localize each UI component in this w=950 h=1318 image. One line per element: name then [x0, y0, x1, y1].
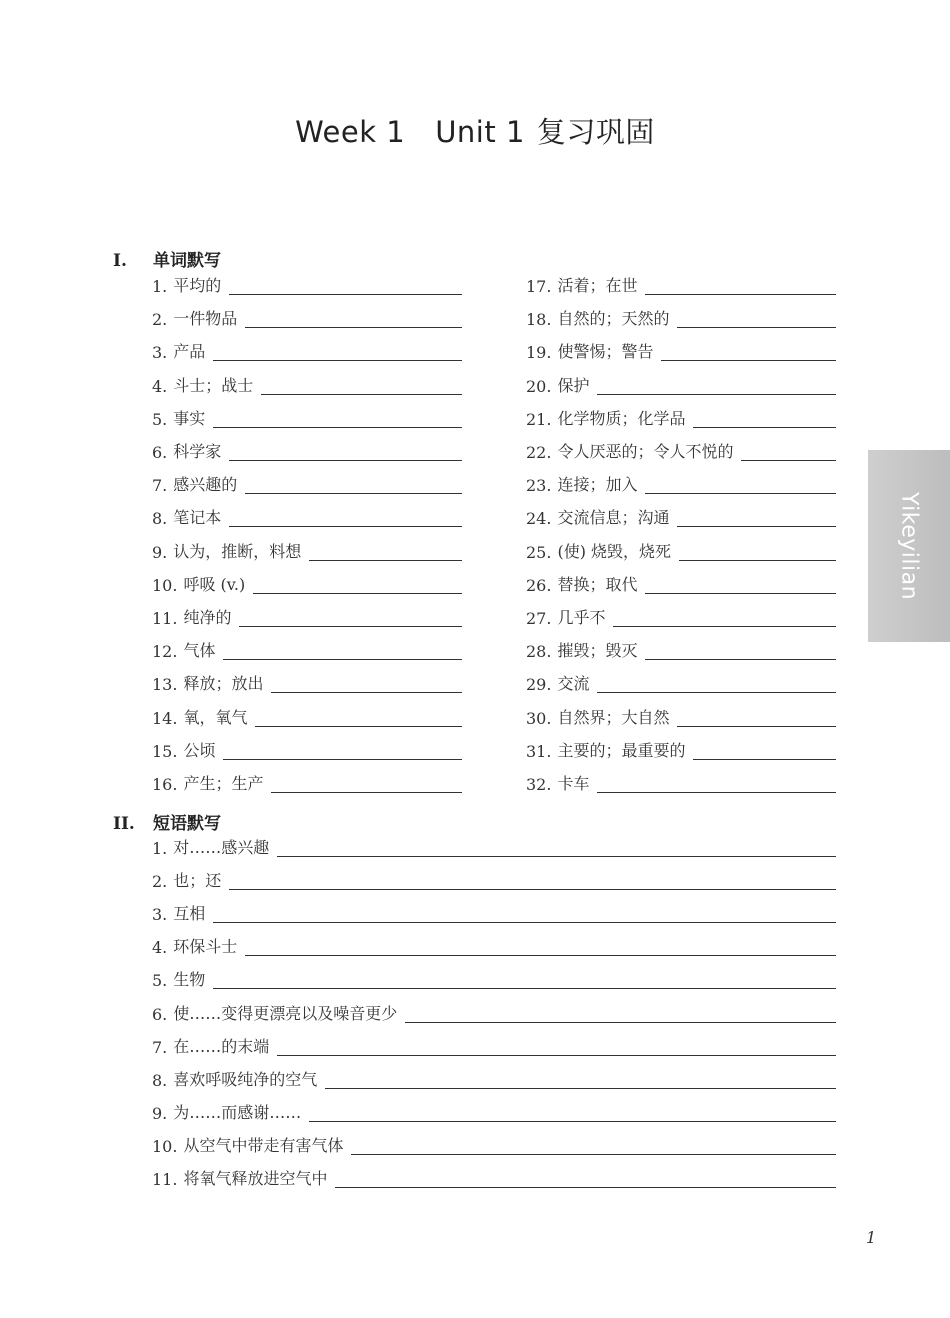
answer-blank[interactable] — [255, 712, 462, 727]
item-number: 11. — [152, 1170, 178, 1189]
item-number: 28. — [526, 642, 552, 662]
list-item — [526, 708, 836, 728]
list-item — [526, 342, 836, 362]
item-number: 9. — [152, 1103, 168, 1123]
answer-blank[interactable] — [645, 280, 836, 295]
item-number: 16. — [152, 775, 178, 794]
item-prompt: 喜欢呼吸纯净的空气 — [173, 1069, 318, 1089]
answer-blank[interactable] — [645, 645, 836, 660]
answer-blank[interactable] — [351, 1140, 836, 1155]
list-item — [526, 608, 836, 628]
answer-blank[interactable] — [741, 446, 836, 461]
answer-blank[interactable] — [597, 778, 836, 793]
item-prompt: 化学物质；化学品 — [557, 408, 686, 428]
answer-blank[interactable] — [213, 974, 836, 989]
item-prompt: 产生；生产 — [183, 774, 264, 793]
item-prompt: 交流信息；沟通 — [557, 508, 670, 528]
list-item — [152, 774, 462, 794]
item-prompt: 呼吸 (v.) — [183, 574, 246, 594]
list-item — [152, 1169, 836, 1189]
item-prompt: 活着；在世 — [557, 276, 638, 295]
list-item — [526, 774, 836, 794]
item-number: 2. — [152, 310, 168, 330]
item-prompt: 也；还 — [173, 871, 222, 891]
list-item — [152, 575, 462, 595]
section-1-roman: I. — [113, 251, 127, 271]
list-item — [526, 376, 836, 396]
answer-blank[interactable] — [677, 313, 836, 328]
answer-blank[interactable] — [213, 908, 836, 923]
item-number: 6. — [152, 1004, 168, 1024]
answer-blank[interactable] — [677, 712, 836, 727]
answer-blank[interactable] — [597, 678, 836, 693]
item-number: 25. — [526, 542, 552, 562]
item-prompt: 交流 — [557, 674, 590, 694]
section-2-title: 短语默写 — [153, 814, 221, 834]
item-prompt: 几乎不 — [557, 608, 606, 627]
answer-blank[interactable] — [405, 1008, 836, 1023]
list-item — [152, 1136, 836, 1156]
item-prompt: 气体 — [183, 641, 216, 661]
answer-blank[interactable] — [245, 479, 462, 494]
answer-blank[interactable] — [693, 745, 836, 760]
answer-blank[interactable] — [271, 778, 462, 793]
item-prompt: 摧毁；毁灭 — [557, 641, 638, 661]
section-2-roman: II. — [113, 814, 135, 834]
list-item — [152, 904, 836, 924]
item-prompt: 纯净的 — [183, 608, 232, 627]
item-prompt: 连接；加入 — [557, 475, 638, 495]
item-number: 20. — [526, 376, 552, 396]
list-item — [526, 442, 836, 462]
list-item — [152, 276, 462, 296]
item-prompt: 释放；放出 — [183, 674, 264, 694]
item-number: 4. — [152, 376, 168, 396]
title-unit: Unit 1 — [435, 115, 525, 149]
answer-blank[interactable] — [213, 413, 462, 428]
answer-blank[interactable] — [239, 612, 462, 627]
list-item — [152, 674, 462, 694]
list-item — [152, 708, 462, 728]
list-item — [152, 1103, 836, 1123]
list-item — [526, 575, 836, 595]
list-item — [152, 542, 462, 562]
answer-blank[interactable] — [213, 346, 462, 361]
item-prompt: 在……的末端 — [173, 1036, 270, 1056]
page-title — [0, 110, 950, 151]
item-number: 5. — [152, 971, 168, 991]
answer-blank[interactable] — [309, 546, 462, 561]
answer-blank[interactable] — [693, 413, 836, 428]
item-number: 13. — [152, 675, 178, 695]
item-number: 19. — [526, 343, 552, 363]
answer-blank[interactable] — [245, 313, 462, 328]
item-number: 10. — [152, 575, 178, 595]
item-number: 7. — [152, 1037, 168, 1057]
item-prompt: 使警惕；警告 — [557, 342, 654, 362]
item-prompt: 互相 — [173, 904, 206, 924]
item-prompt: 氧，氧气 — [183, 707, 248, 727]
item-number: 5. — [152, 409, 168, 429]
item-number: 3. — [152, 905, 168, 925]
list-item — [526, 641, 836, 661]
item-number: 9. — [152, 542, 168, 562]
list-item — [152, 838, 836, 858]
item-prompt: (使) 烧毁，烧死 — [557, 541, 672, 561]
item-number: 1. — [152, 839, 168, 858]
list-item — [152, 608, 462, 628]
item-number: 11. — [152, 609, 178, 628]
list-item — [152, 342, 462, 362]
answer-blank[interactable] — [271, 678, 462, 693]
answer-blank[interactable] — [645, 579, 836, 594]
item-prompt: 一件物品 — [173, 309, 238, 329]
item-prompt: 认为，推断，料想 — [173, 541, 302, 561]
item-prompt: 斗士；战士 — [173, 375, 254, 395]
item-number: 22. — [526, 443, 552, 462]
answer-blank[interactable] — [253, 579, 462, 594]
item-prompt: 使……变得更漂亮以及噪音更少 — [173, 1003, 398, 1023]
answer-blank[interactable] — [645, 479, 836, 494]
answer-blank[interactable] — [223, 745, 462, 760]
list-item — [152, 871, 836, 891]
answer-blank[interactable] — [597, 380, 836, 395]
answer-blank[interactable] — [613, 612, 836, 627]
item-number: 2. — [152, 872, 168, 892]
answer-blank[interactable] — [661, 346, 836, 361]
item-prompt: 平均的 — [173, 276, 222, 295]
item-prompt: 为……而感谢…… — [173, 1102, 302, 1122]
item-number: 8. — [152, 509, 168, 529]
answer-blank[interactable] — [229, 875, 836, 890]
list-item — [152, 376, 462, 396]
item-number: 18. — [526, 310, 552, 330]
item-number: 17. — [526, 277, 552, 296]
list-item — [152, 1070, 836, 1090]
item-number: 3. — [152, 343, 168, 363]
list-item — [526, 409, 836, 429]
list-item — [152, 1037, 836, 1057]
item-prompt: 感兴趣的 — [173, 475, 238, 495]
item-prompt: 公顷 — [183, 740, 216, 760]
title-subtitle: 复习巩固 — [536, 115, 655, 149]
answer-blank[interactable] — [223, 645, 462, 660]
item-prompt: 将氧气释放进空气中 — [183, 1169, 328, 1188]
list-item — [152, 641, 462, 661]
list-item — [152, 937, 836, 957]
item-number: 26. — [526, 575, 552, 595]
item-prompt: 卡车 — [557, 774, 590, 793]
item-number: 27. — [526, 609, 552, 628]
answer-blank[interactable] — [229, 512, 462, 527]
list-item — [152, 475, 462, 495]
item-number: 4. — [152, 938, 168, 958]
answer-blank[interactable] — [309, 1107, 836, 1122]
title-week: Week 1 — [295, 115, 406, 149]
list-item — [526, 542, 836, 562]
page-number: 1 — [866, 1228, 877, 1247]
item-number: 10. — [152, 1136, 178, 1156]
item-number: 1. — [152, 277, 168, 296]
list-item — [526, 674, 836, 694]
answer-blank[interactable] — [677, 512, 836, 527]
answer-blank[interactable] — [245, 941, 836, 956]
item-prompt: 令人厌恶的；令人不悦的 — [557, 442, 734, 461]
item-number: 23. — [526, 476, 552, 496]
item-number: 21. — [526, 409, 552, 429]
item-number: 12. — [152, 642, 178, 662]
item-prompt: 科学家 — [173, 442, 222, 461]
item-prompt: 保护 — [557, 375, 590, 395]
list-item — [152, 741, 462, 761]
item-number: 31. — [526, 741, 552, 761]
item-prompt: 自然的；天然的 — [557, 309, 670, 329]
answer-blank[interactable] — [229, 280, 462, 295]
item-number: 29. — [526, 675, 552, 695]
item-prompt: 从空气中带走有害气体 — [183, 1135, 344, 1155]
list-item — [152, 1004, 836, 1024]
item-number: 8. — [152, 1070, 168, 1090]
item-number: 6. — [152, 443, 168, 462]
item-prompt: 产品 — [173, 342, 206, 362]
answer-blank[interactable] — [277, 1041, 836, 1056]
side-tab — [868, 450, 950, 642]
item-prompt: 环保斗士 — [173, 937, 238, 957]
item-number: 30. — [526, 708, 552, 728]
list-item — [152, 409, 462, 429]
list-item — [526, 276, 836, 296]
answer-blank[interactable] — [335, 1173, 836, 1188]
section-1-heading — [113, 246, 221, 271]
list-item — [526, 309, 836, 329]
list-item — [526, 475, 836, 495]
item-prompt: 对……感兴趣 — [173, 838, 270, 857]
item-prompt: 替换；取代 — [557, 574, 638, 594]
answer-blank[interactable] — [261, 380, 462, 395]
section-2-heading — [113, 809, 221, 834]
item-prompt: 自然界；大自然 — [557, 707, 670, 727]
answer-blank[interactable] — [229, 446, 462, 461]
side-tab-label: Yikeyilian — [896, 491, 922, 601]
item-number: 7. — [152, 476, 168, 496]
list-item — [152, 309, 462, 329]
list-item — [526, 508, 836, 528]
item-number: 14. — [152, 708, 178, 728]
item-number: 32. — [526, 775, 552, 794]
item-number: 15. — [152, 741, 178, 761]
list-item — [526, 741, 836, 761]
item-prompt: 生物 — [173, 970, 206, 990]
list-item — [152, 508, 462, 528]
section-1-title: 单词默写 — [153, 251, 221, 271]
item-prompt: 主要的；最重要的 — [557, 740, 686, 760]
answer-blank[interactable] — [325, 1074, 836, 1089]
list-item — [152, 442, 462, 462]
item-prompt: 事实 — [173, 408, 206, 428]
list-item — [152, 970, 836, 990]
answer-blank[interactable] — [277, 842, 836, 857]
answer-blank[interactable] — [679, 546, 836, 561]
item-prompt: 笔记本 — [173, 508, 222, 528]
item-number: 24. — [526, 509, 552, 529]
